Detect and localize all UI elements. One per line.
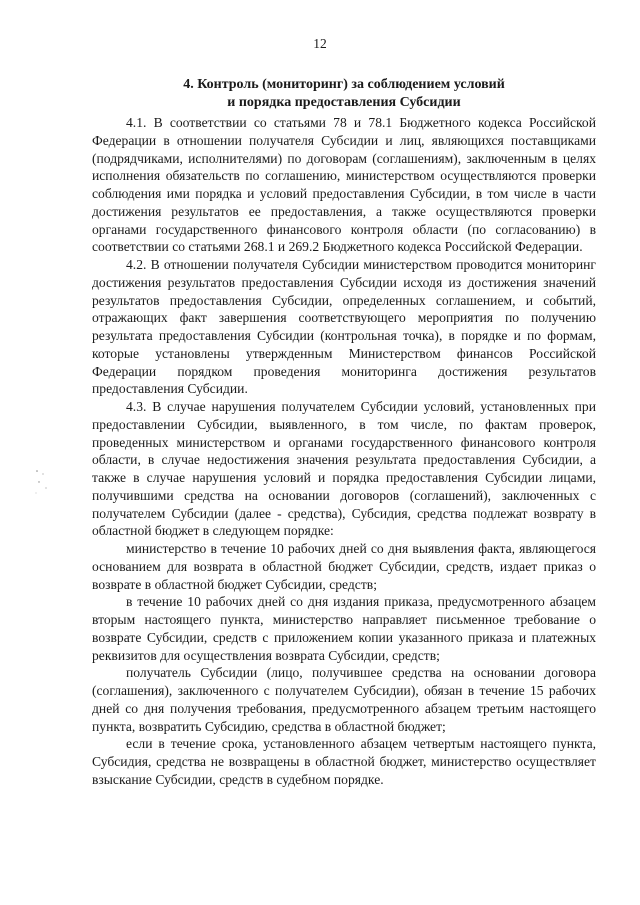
paragraph-4-3-step-1: министерство в течение 10 рабочих дней со дня выявления факта, являющегося основанием для возврата в областной бюджет Субсидии, средств, издает приказ о возврате в областной бюджет Субсидии, средств; (92, 541, 596, 592)
section-body (92, 114, 596, 789)
paragraph-4-3: 4.3. В случае нарушения получателем Субсидии условий, установленных при предоставлении Субсидии, выявленного, в том числе, по фактам проверок, проведенных министерством и органами государственного финансового контроля области, в случае недостижения значения результата предоставления Субсидии, а также в случае нарушения условий и порядка предоставления Субсидии лицами, получившими средства на основании договоров (соглашений), заключенных с получателем Субсидии (далее - средства), Субсидия, средства подлежат возврату в областной бюджет в следующем порядке: (92, 399, 596, 539)
section-heading-line-2: и порядка предоставления Субсидии (227, 95, 461, 110)
paragraph-4-1: 4.1. В соответствии со статьями 78 и 78.1 Бюджетного кодекса Российской Федерации в отношении получателя Субсидии и лиц, являющихся поставщиками (подрядчиками, исполнителями) по договорам (соглашениям), заключенным в целях исполнения обязательств по соглашению, министерством осуществляются проверки соблюдения ими порядка и условий предоставления Субсидии, в том числе в части достижения результатов ее предоставления, а также осуществляются проверки органами государственного финансового контроля области (по согласованию) в соответствии со статьями 268.1 и 269.2 Бюджетного кодекса Российской Федерации. (92, 115, 596, 255)
paragraph-4-3-step-3: получатель Субсидии (лицо, получившее средства на основании договора (соглашения), заключенного с получателем Субсидии), обязан в течение 15 рабочих дней со дня получения требования, предусмотренного абзацем третьим настоящего пункта, возвратить Субсидию, средства в областной бюджет; (92, 665, 596, 734)
scan-specks (34, 468, 54, 498)
section-heading-line-1: 4. Контроль (мониторинг) за соблюдением условий (183, 77, 505, 92)
page-number: 12 (313, 36, 327, 51)
paragraph-4-2: 4.2. В отношении получателя Субсидии министерством проводится мониторинг достижения результатов предоставления Субсидии исходя из достижения значений результатов предоставления Субсидии, определенных соглашением, и событий, отражающих факт завершения соответствующего мероприятия по получению результата предоставления Субсидии (контрольная точка), в порядке и по формам, которые установлены утвержденным Министерством финансов Российской Федерации порядком проведения мониторинга достижения результатов предоставления Субсидии. (92, 257, 596, 397)
paragraph-4-3-step-4: если в течение срока, установленного абзацем четвертым настоящего пункта, Субсидия, средства не возвращены в областной бюджет, министерство осуществляет взыскание Субсидии, средств в судебном порядке. (92, 736, 596, 787)
paragraph-4-3-step-2: в течение 10 рабочих дней со дня издания приказа, предусмотренного абзацем вторым настоящего пункта, министерство направляет письменное требование о возврате Субсидии, средств с приложением копии указанного приказа и платежных реквизитов для осуществления возврата Субсидии, средств; (92, 594, 596, 663)
section-heading (92, 76, 596, 112)
